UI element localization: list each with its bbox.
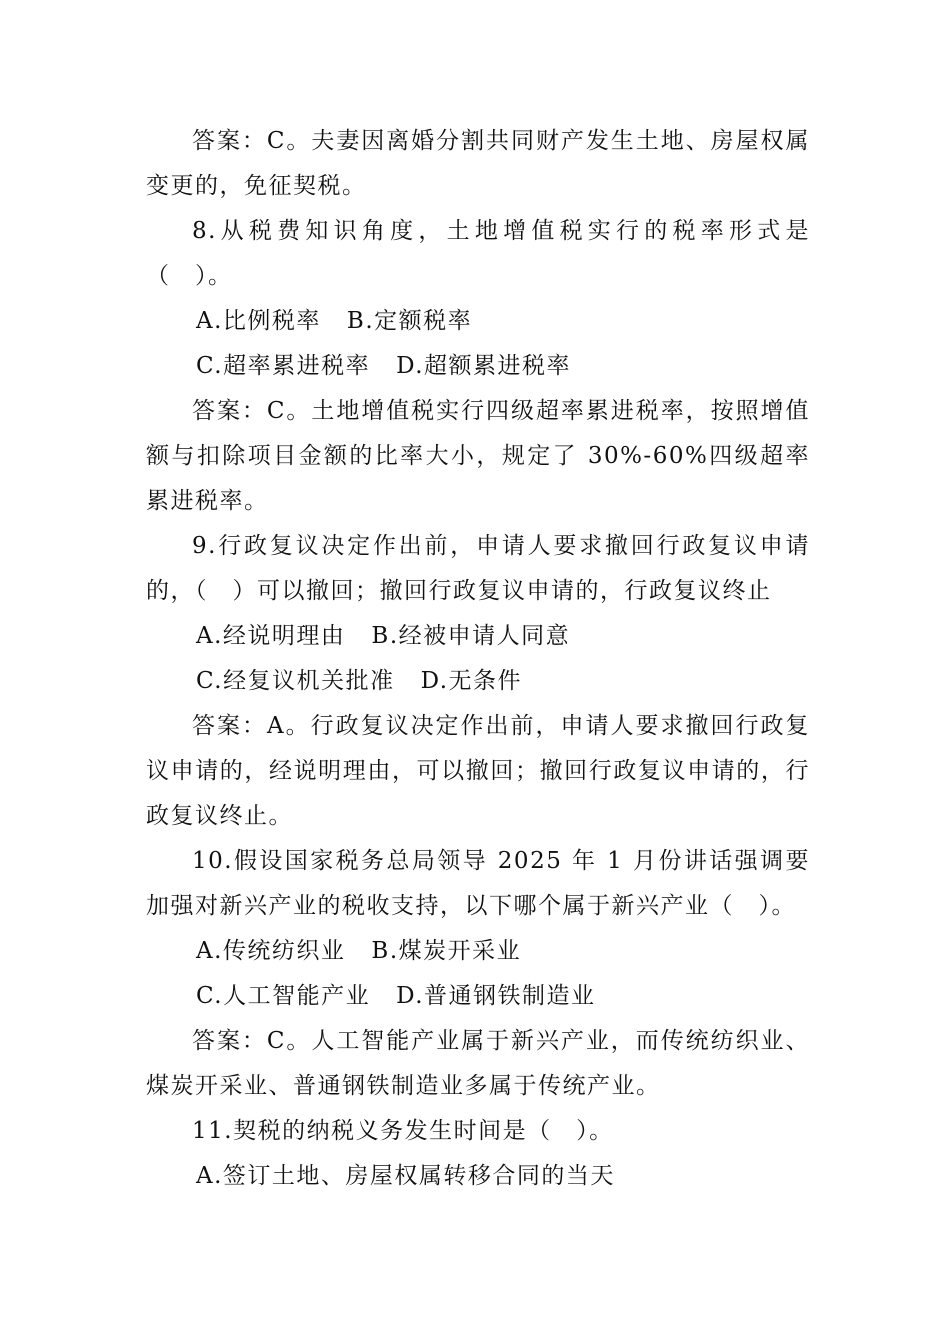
option-item: D.无条件 <box>420 668 523 694</box>
option-item: D.超额累进税率 <box>396 353 572 379</box>
answer-7: 答案：C。夫妻因离婚分割共同财产发生土地、房屋权属变更的，免征契税。 <box>146 128 810 199</box>
question-8: 8.从税费知识角度，土地增值税实行的税率形式是（ ）。 <box>146 218 810 289</box>
options-8-ab <box>146 299 810 344</box>
option-item: C.经复议机关批准 <box>196 668 395 694</box>
answer-10: 答案：C。人工智能产业属于新兴产业，而传统纺织业、煤炭开采业、普通钢铁制造业多属于传统产业。 <box>146 1028 810 1099</box>
options-10-cd <box>146 974 810 1019</box>
question-9: 9.行政复议决定作出前，申请人要求撤回行政复议申请的，（ ）可以撤回；撤回行政复议申请的，行政复议终止 <box>146 533 810 604</box>
options-9-ab <box>146 614 810 659</box>
options-11-a <box>146 1154 810 1199</box>
options-9-cd <box>146 659 810 704</box>
option-item: C.人工智能产业 <box>196 983 371 1009</box>
option-item: D.普通钢铁制造业 <box>396 983 596 1009</box>
option-item: A.比例税率 <box>196 308 321 334</box>
option-item: A.签订土地、房屋权属转移合同的当天 <box>196 1163 615 1189</box>
option-item: A.经说明理由 <box>196 623 346 649</box>
option-item: B.经被申请人同意 <box>371 623 571 649</box>
question-11: 11.契税的纳税义务发生时间是（ ）。 <box>192 1118 614 1144</box>
option-item: B.定额税率 <box>346 308 473 334</box>
answer-8: 答案：C。土地增值税实行四级超率累进税率，按照增值额与扣除项目金额的比率大小，规定了 30%-60%四级超率累进税率。 <box>146 398 810 514</box>
option-item: C.超率累进税率 <box>196 353 371 379</box>
option-item: B.煤炭开采业 <box>371 938 522 964</box>
options-8-cd <box>146 344 810 389</box>
document-body <box>146 119 810 1199</box>
options-10-ab <box>146 929 810 974</box>
answer-9: 答案：A。行政复议决定作出前，申请人要求撤回行政复议申请的，经说明理由，可以撤回；撤回行政复议申请的，行政复议终止。 <box>146 713 810 829</box>
option-item: A.传统纺织业 <box>196 938 346 964</box>
question-10: 10.假设国家税务总局领导 2025 年 1 月份讲话强调要加强对新兴产业的税收支持，以下哪个属于新兴产业（ ）。 <box>146 848 810 919</box>
